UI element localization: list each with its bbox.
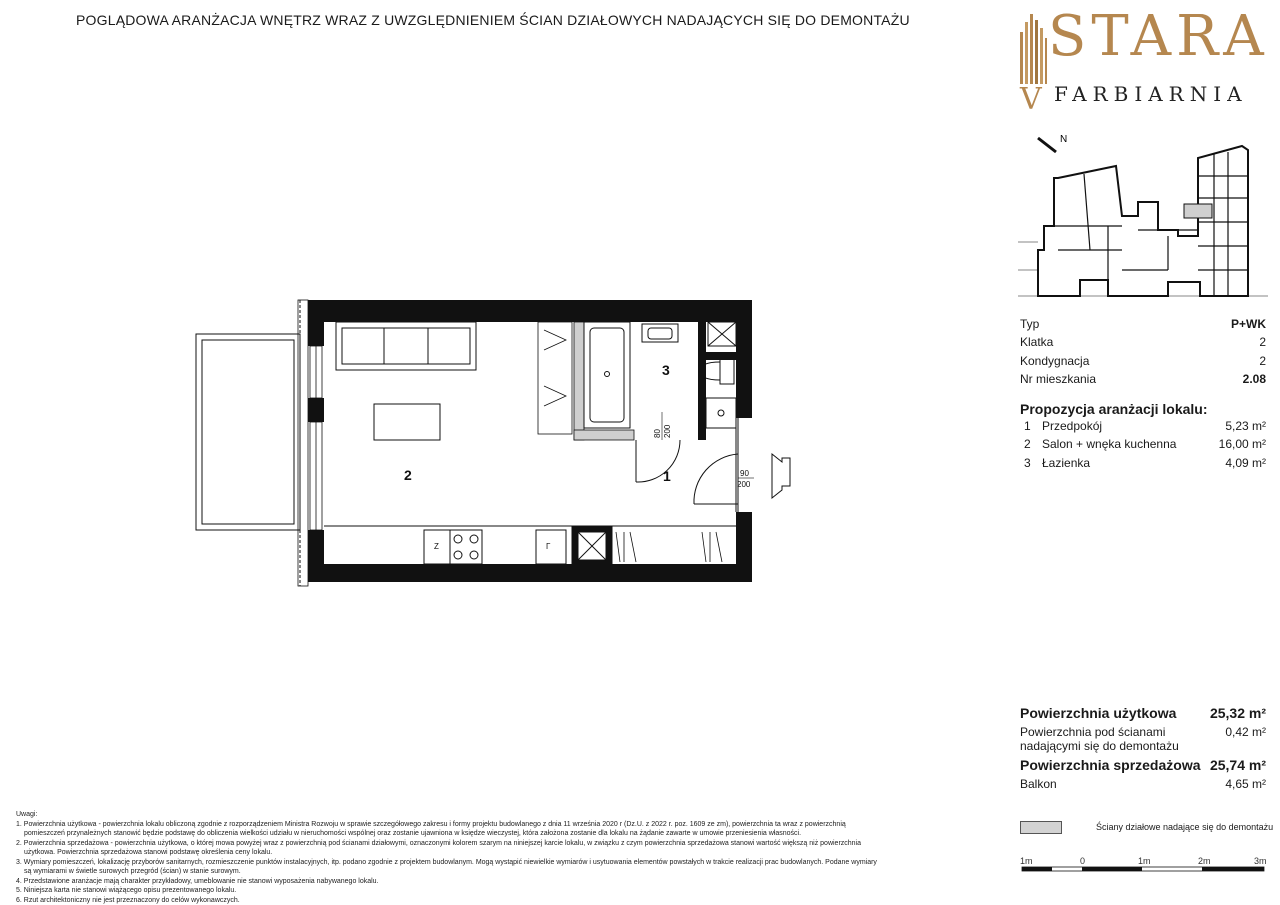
kitchen-cabinet-icon: [616, 532, 722, 562]
bath-door-width: 80: [653, 429, 662, 438]
notes-heading: Uwagi:: [16, 811, 38, 818]
exterior-walls: [308, 300, 752, 582]
note-line: pomieszczeń przynależnych stanowić będzie podstawę do obliczenia wielkości udziału w nieruchomości wspólnej oraz zostanie ujawniona w księdze wieczystej, która założona zostanie dla lokalu na żądanie zawarte w umowie przeniesienia własności.: [24, 830, 802, 837]
entry-door-height: 200: [737, 480, 751, 489]
oven-icon: [536, 530, 566, 564]
coffee-table-icon: [374, 404, 440, 440]
logo-bars-icon: [1018, 14, 1048, 84]
room-row-3: 3 Łazienka 4,09 m²: [1024, 456, 1266, 470]
note-line: 4. Przedstawione aranżacje mają charakter przykładowy, umeblowanie nie stanowi wyposażenia nabywanego lokalu.: [16, 877, 379, 885]
scale-label-1m: 1m: [1138, 856, 1151, 866]
info-row-klatka: Klatka 2: [1020, 335, 1266, 349]
note-line: 6. Rzut architektoniczny nie jest przeznaczony do celów wykonawczych.: [16, 896, 240, 904]
kitchen-counter: [324, 526, 736, 564]
note-line: są wymiarami w świetle surowych przegród (ścian) w stanie surowym.: [24, 868, 241, 875]
logo-text-stara: STARA: [1048, 4, 1269, 69]
info-row-kondygnacja: Kondygnacja 2: [1020, 354, 1266, 368]
balcony: [196, 300, 308, 586]
scale-label-1m-left: 1m: [1020, 856, 1033, 866]
removable-walls-area-row: Powierzchnia pod ścianami nadającymi się do demontażu 0,42 m²: [1020, 725, 1266, 753]
note-line: 5. Niniejsza karta nie stanowi wiążącego opisu prezentowanego lokalu.: [16, 887, 237, 894]
wardrobe-icon: [538, 322, 572, 434]
kitchen-shaft-icon: [572, 526, 612, 566]
floor-plan: [190, 290, 810, 600]
building-key-plan: [1018, 130, 1268, 302]
sofa-icon: [336, 322, 476, 370]
ventilation-shaft-icon: [708, 322, 736, 346]
bathroom-door: [636, 440, 680, 482]
room-label-2: 2: [404, 467, 412, 483]
room-label-1: 1: [663, 468, 671, 484]
info-row-nr: Nr mieszkania 2.08: [1020, 372, 1266, 386]
note-line: 3. Wymiary pomieszczeń, lokalizację przyborów sanitarnych, rozmieszczenie punktów instalacyjnych, itp. podano zgodnie z projektem budowlanym. Mogą wystąpić niewielkie wymiarów i usytuowania elementów powstałych w trakcie realizacji prac budowlanych. Podane wymiary: [16, 858, 877, 866]
note-line: 2. Powierzchnia sprzedażowa - powierzchnia użytkowa, o której mowa powyżej wraz z powierzchnią pod ścianami działowymi, oznaczonymi kolorem szarym na niniejszej karcie lokalu, w związku z czym powierzchnia sprzedażowa stanowi wartość większą niż powierzchnia: [16, 839, 862, 847]
north-arrow-icon: [1038, 138, 1056, 152]
scale-bar: [1018, 854, 1268, 882]
room-label-3: 3: [662, 362, 670, 378]
page-title: POGLĄDOWA ARANŻACJA WNĘTRZ WRAZ Z UWZGLĘDNIENIEM ŚCIAN DZIAŁOWYCH NADAJĄCYCH SIĘ DO DEMONTAŻU: [76, 12, 910, 28]
balcony-area-row: Balkon 4,65 m²: [1020, 777, 1266, 791]
room-row-1: 1 Przedpokój 5,23 m²: [1024, 419, 1266, 433]
scale-label-2m: 2m: [1198, 856, 1211, 866]
notes-section: [16, 810, 1006, 905]
fridge-mark: Z: [434, 542, 439, 551]
info-row-typ: Typ P+WK: [1020, 317, 1266, 331]
highlighted-apartment: [1184, 204, 1212, 218]
oven-mark: Γ: [546, 542, 551, 551]
washing-machine-icon: [706, 398, 736, 428]
sales-area-row: Powierzchnia sprzedażowa 25,74 m²: [1020, 757, 1266, 773]
bathtub-icon: [584, 322, 630, 428]
entrance-arrow-icon: [772, 454, 790, 498]
logo-text-farbiarnia: FARBIARNIA: [1054, 82, 1248, 106]
stara-farbiarnia-logo: [1018, 4, 1269, 117]
legend-swatch: [1020, 821, 1062, 834]
legend-text: Ściany działowe nadające się do demontażu: [1096, 822, 1274, 832]
note-line: 1. Powierzchnia użytkowa - powierzchnia lokalu obliczoną zgodnie z rozporządzeniem Ministra Rozwoju w sprawie szczegółowego zakresu i formy projektu budowlanego z dnia 11 września 2020 r (Dz.U. z 2022 r. poz. 1609 ze zm), powierzchnia ta wraz z powierzchnią: [16, 820, 846, 828]
sink-icon: [642, 324, 678, 342]
logo-v-icon: V: [1020, 82, 1042, 117]
room-row-2: 2 Salon + wnęka kuchenna 16,00 m²: [1024, 437, 1266, 451]
scale-label-0: 0: [1080, 856, 1086, 866]
entry-door-width: 90: [740, 469, 749, 478]
bath-door-height: 200: [663, 424, 672, 438]
windows: [310, 346, 322, 530]
cooktop-icon: [450, 530, 482, 564]
usable-area-row: Powierzchnia użytkowa 25,32 m²: [1020, 705, 1266, 721]
north-label: N: [1060, 134, 1068, 145]
note-line: użytkowa. Powierzchnia sprzedażowa stanowi podstawę określenia ceny lokalu.: [24, 849, 273, 856]
scale-label-3m: 3m: [1254, 856, 1267, 866]
proposal-title: Propozycja aranżacji lokalu:: [1020, 401, 1208, 417]
